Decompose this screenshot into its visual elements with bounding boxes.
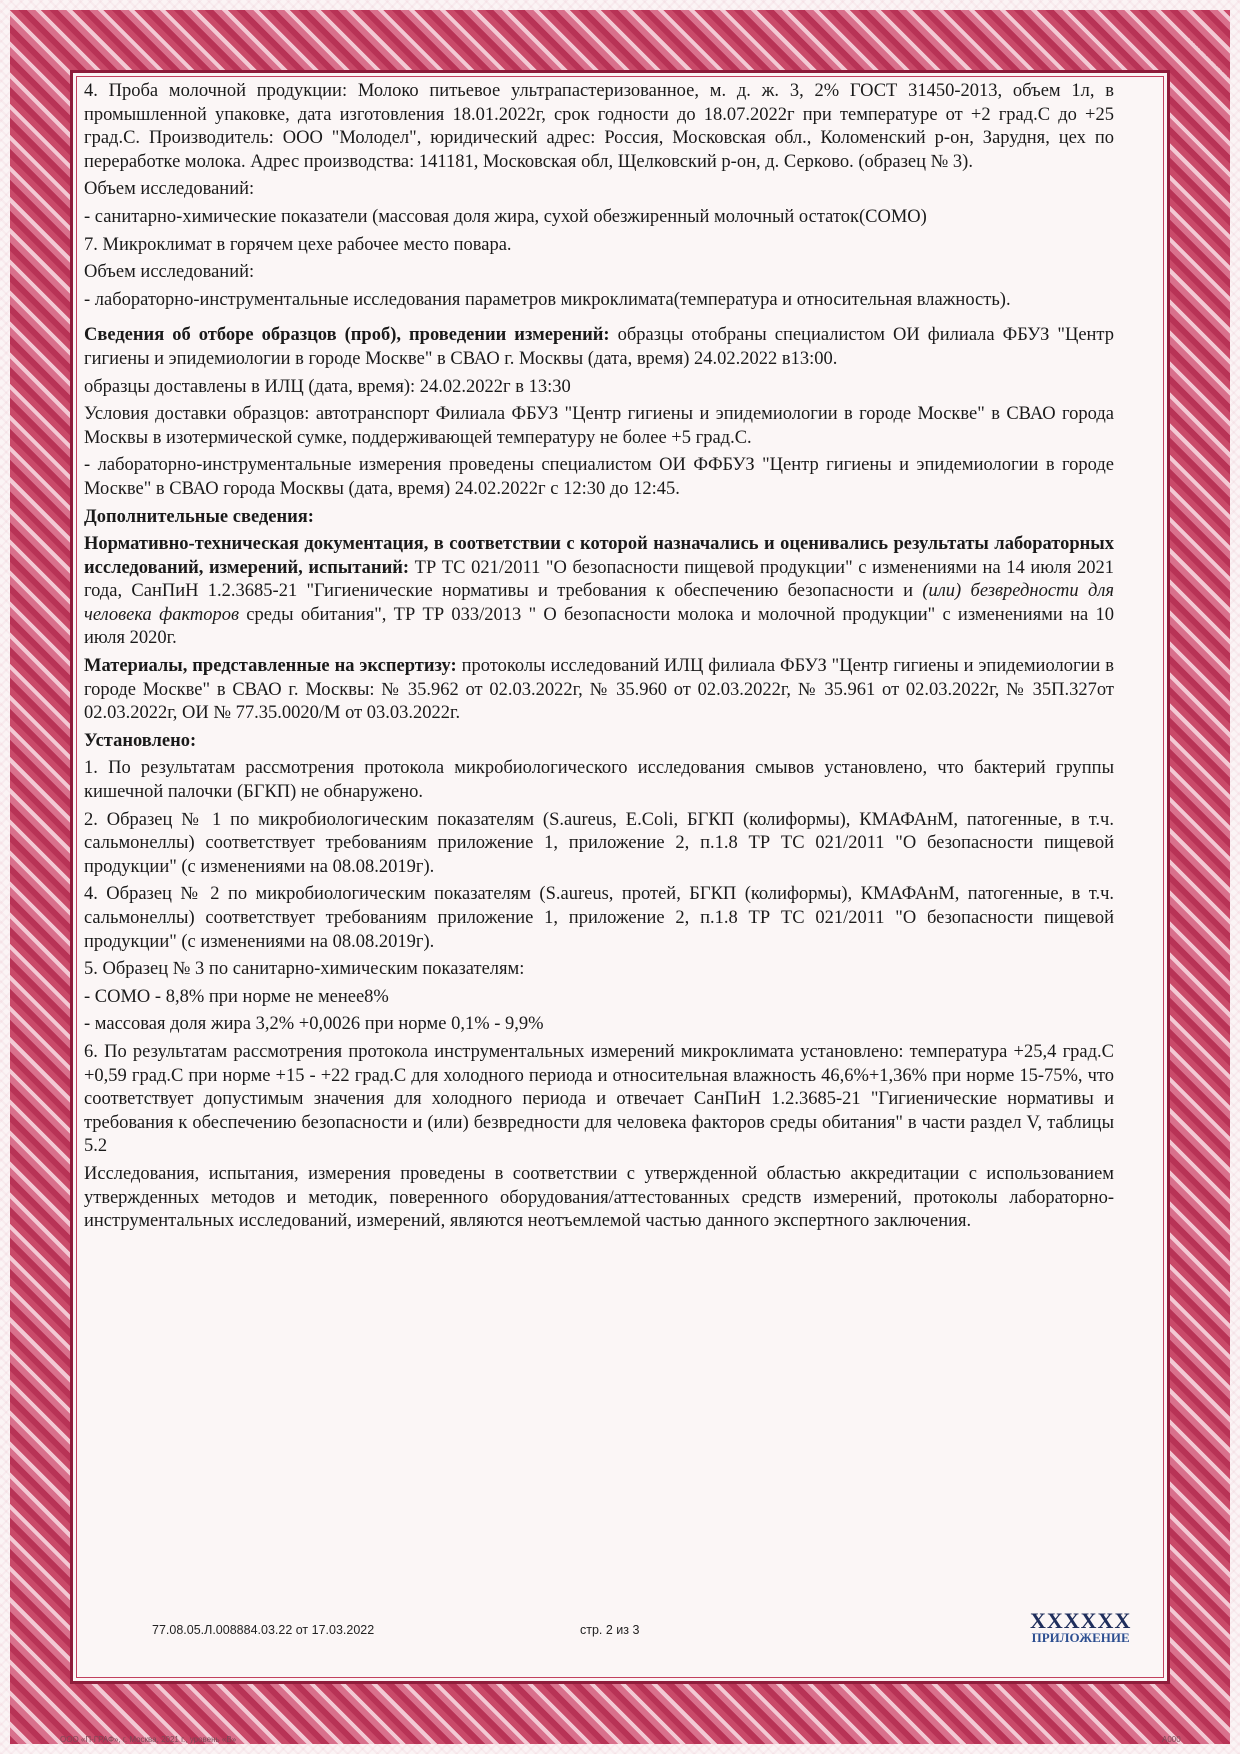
established-heading bbox=[84, 730, 1114, 754]
normative-docs-heading: Нормативно-техническая документация, в соответствии с которой назначались и оценивались результаты лабораторных исследований, измерений, испытаний: bbox=[84, 534, 1114, 578]
sample-4-description: 4. Проба молочной продукции: Молоко питьевое ультрапастеризованное, м. д. ж. 3, 2% ГОСТ 31450-2013, объем 1л, в промышленной упаковке, дата изготовления 18.01.2022г, срок годности до 18.07.2022г при температуре от +2 град.С до +25 град.С. Производитель: ООО "Молодел", юридический адрес: Россия, Московская обл., Коломенский р-он, Зарудня, цех по переработке молока. Адрес производства: 141181, Московская обл, Щелковский р-он, д. Серково. (образец № 3). bbox=[84, 81, 1114, 172]
stamp-code: XXXXXX bbox=[1030, 1608, 1132, 1633]
microclimate-item: 7. Микроклимат в горячем цехе рабочее место повара. bbox=[84, 234, 512, 255]
finding-2: 2. Образец № 1 по микробиологическим показателям (S.aureus, E.Coli, БГКП (колиформы), КМАФАнМ, патогенные, в т.ч. сальмонеллы) соответствует требованиям приложение 1, приложение 2, п.1.8 ТР ТС 021/2011 "О безопасности пищевой продукции" (с изменениями на 08.08.2019г). bbox=[84, 809, 1114, 877]
page-number: стр. 2 из 3 bbox=[580, 1623, 640, 1637]
measurement-info: - лабораторно-инструментальные измерения проведены специалистом ОИ ФФБУЗ "Центр гигиены и эпидемиологии в городе Москве" в СВАО города Москвы (дата, время) 24.02.2022г с 12:30 до 12:45. bbox=[84, 455, 1114, 499]
delivery-time: образцы доставлены в ИЛЦ (дата, время): 24.02.2022г в 13:30 bbox=[84, 376, 571, 397]
expertise-materials-heading: Материалы, представленные на экспертизу: bbox=[84, 656, 457, 677]
research-scope-item: - лабораторно-инструментальные исследования параметров микроклимата(температура и относительная влажность). bbox=[84, 289, 1011, 310]
finding-5: 5. Образец № 3 по санитарно-химическим показателям: bbox=[84, 959, 525, 980]
conclusion-note: Исследования, испытания, измерения проведены в соответствии с утвержденной областью аккредитации с использованием утвержденных методов и методик, поверенного оборудования/аттестованных средств измерений, протоколы лабораторно-инструментальных исследований, измерений, являются неотъемлемой частью данного экспертного заключения. bbox=[84, 1163, 1114, 1232]
finding-1: 1. По результатам рассмотрения протокола микробиологического исследования смывов установлено, что бактерий группы кишечной палочки (БГКП) не обнаружено. bbox=[84, 758, 1114, 803]
normative-docs-end: среды обитания", ТР ТР 033/2013 " О безопасности молока и молочной продукции" с изменениями на 10 июля 2020г. bbox=[84, 604, 1114, 649]
stamp-label: ПРИЛОЖЕНИЕ bbox=[1031, 1630, 1130, 1645]
normative-docs-italic: (или) безвредности для человека факторов bbox=[84, 581, 1114, 625]
additional-info-heading-text: Дополнительные сведения: bbox=[84, 506, 314, 527]
printer-note: ООО «П-ГРАФ», г. Москва, 2021 г., уровень «В» bbox=[60, 1735, 237, 1744]
research-scope-label: Объем исследований: bbox=[84, 179, 255, 200]
normative-docs bbox=[84, 533, 1114, 651]
finding-4: 4. Образец № 2 по микробиологическим показателям (S.aureus, протей, БГКП (колиформы), КМАФАнМ, патогенные, в т.ч. сальмонеллы) соответствует требованиям приложение 1, приложение 2, п.1.8 ТР ТС 021/2011 "О безопасности пищевой продукции" (с изменениями на 08.08.2019г). bbox=[84, 884, 1114, 952]
expertise-materials-text: протоколы исследований ИЛЦ филиала ФБУЗ "Центр гигиены и эпидемиологии в городе Москве" в СВАО г. Москвы: № 35.962 от 02.03.2022г, № 35.960 от 02.03.2022г, № 35.961 от 02.03.2022г, № 35П.327от 02.03.2022г, ОИ № 77.35.0020/М от 03.03.2022г. bbox=[84, 656, 1115, 724]
expertise-materials bbox=[84, 655, 1114, 726]
additional-info-heading bbox=[84, 506, 1114, 530]
normative-docs-text: ТР ТС 021/2011 "О безопасности пищевой продукции" с изменениями на 14 июля 2021 года, СанПиН 1.2.3685-21 "Гигиенические нормативы и требования к обеспечению безопасности и bbox=[84, 557, 1114, 602]
finding-6: 6. По результатам рассмотрения протокола инструментальных измерений микроклимата установлено: температура +25,4 град.С +0,59 град.С при норме +15 - +22 град.С для холодного периода и относительная влажность 46,6%+1,36% при норме 15-75%, что соответствует допустимым значения для холодного периода и отвечает СанПиН 1.2.3685-21 "Гигиенические нормативы и требования к обеспечению безопасности и (или) безвредности для человека факторов среды обитания" в части раздел V, таблицы 5.2 bbox=[84, 1041, 1114, 1157]
research-scope-label: Объем исследований: bbox=[84, 262, 255, 283]
sheet-number: А000 bbox=[1162, 1735, 1181, 1744]
sampling-info bbox=[84, 324, 1114, 371]
sampling-info-text: образцы отобраны специалистом ОИ филиала ФБУЗ "Центр гигиены и эпидемиологии в городе Москве" в СВАО г. Москвы (дата, время) 24.02.2022 в13:00. bbox=[84, 325, 1114, 369]
finding-5-somo: - СОМО - 8,8% при норме не менее8% bbox=[84, 986, 389, 1007]
document-body bbox=[84, 80, 1114, 1238]
delivery-conditions: Условия доставки образцов: автотранспорт Филиала ФБУЗ "Центр гигиены и эпидемиологии в городе Москве" в СВАО города Москвы в изотермической сумке, поддерживающей температуру не более +5 град.С. bbox=[84, 404, 1114, 448]
sampling-info-heading: Сведения об отборе образцов (проб), проведении измерений: bbox=[84, 325, 610, 346]
research-scope-item: - санитарно-химические показатели (массовая доля жира, сухой обезжиренный молочный остаток(СОМО) bbox=[84, 206, 927, 227]
document-number: 77.08.05.Л.008884.03.22 от 17.03.2022 bbox=[152, 1623, 375, 1637]
finding-5-fat: - массовая доля жира 3,2% +0,0026 при норме 0,1% - 9,9% bbox=[84, 1014, 544, 1035]
established-heading-text: Установлено: bbox=[84, 730, 197, 751]
appendix-stamp bbox=[1030, 1608, 1131, 1646]
